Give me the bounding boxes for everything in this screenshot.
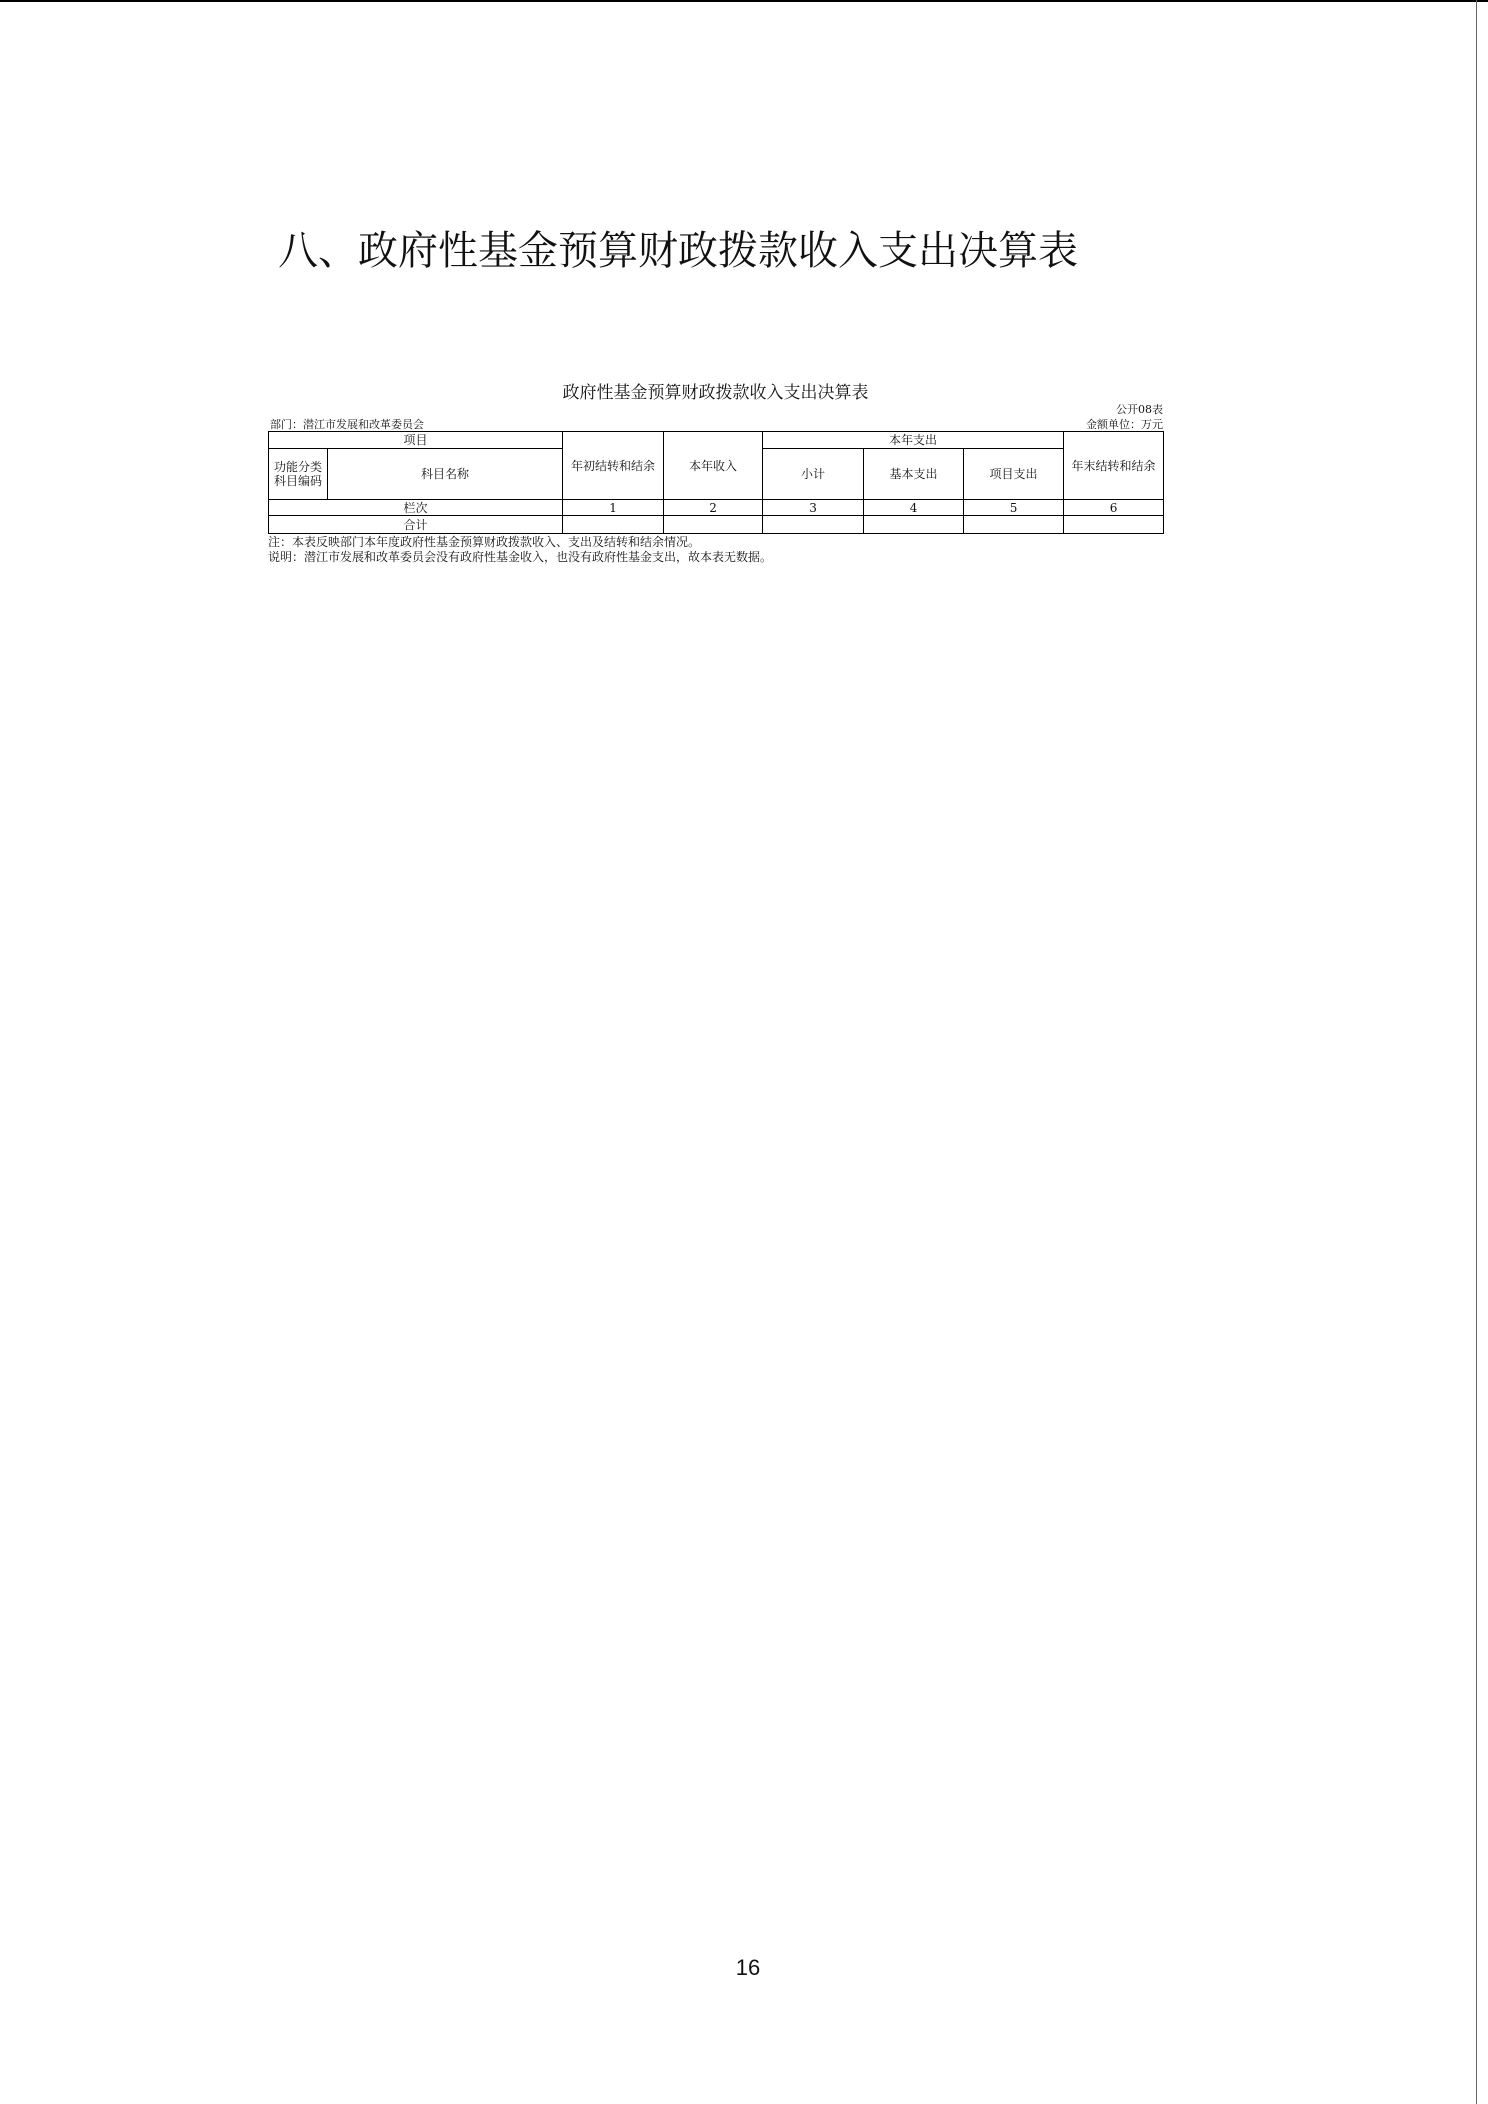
total-cell-2 (664, 516, 763, 534)
column-number-2: 2 (664, 500, 763, 516)
page-number: 16 (735, 1955, 761, 1980)
column-number-3: 3 (763, 500, 864, 516)
header-begin-balance: 年初结转和结余 (563, 432, 664, 500)
header-row-1 (269, 432, 1164, 449)
header-end-balance: 年末结转和结余 (1064, 432, 1164, 500)
form-number: 公开08表 (1116, 403, 1163, 416)
total-cell-5 (964, 516, 1064, 534)
table-title: 政府性基金预算财政拨款收入支出决算表 (562, 383, 869, 403)
header-project: 项目 (269, 432, 563, 449)
total-cell-3 (763, 516, 864, 534)
fund-budget-table (268, 431, 1164, 534)
right-border-line (1476, 0, 1477, 2104)
header-expenditure: 本年支出 (763, 432, 1064, 449)
department-label: 部门：潜江市发展和改革委员会 (270, 418, 424, 431)
column-number-1: 1 (563, 500, 664, 516)
column-number-4: 4 (864, 500, 964, 516)
column-number-6: 6 (1064, 500, 1164, 516)
column-number-row (269, 500, 1164, 516)
header-subject-name: 科目名称 (328, 449, 563, 500)
explanation-line: 说明：潜江市发展和改革委员会没有政府性基金收入，也没有政府性基金支出，故本表无数据。 (268, 550, 773, 564)
header-project-expenditure: 项目支出 (964, 449, 1064, 500)
header-function-code-line-2: 科目编码 (273, 474, 322, 488)
total-cell-4 (864, 516, 964, 534)
header-function-code-line-1: 功能分类 (273, 460, 322, 474)
currency-unit-label: 金额单位：万元 (1086, 418, 1163, 431)
top-border-line (0, 0, 1488, 2)
section-heading: 八、政府性基金预算财政拨款收入支出决算表 (278, 228, 1078, 274)
header-function-code (269, 449, 328, 500)
total-cell-6 (1064, 516, 1164, 534)
header-income: 本年收入 (664, 432, 763, 500)
note-line: 注：本表反映部门本年度政府性基金预算财政拨款收入、支出及结转和结余情况。 (268, 535, 701, 549)
header-basic-expenditure: 基本支出 (864, 449, 964, 500)
column-number-5: 5 (964, 500, 1064, 516)
total-row (269, 516, 1164, 534)
header-subtotal: 小计 (763, 449, 864, 500)
table-notes (268, 535, 1158, 565)
total-cell-1 (563, 516, 664, 534)
total-label: 合计 (269, 516, 563, 534)
column-number-label: 栏次 (269, 500, 563, 516)
